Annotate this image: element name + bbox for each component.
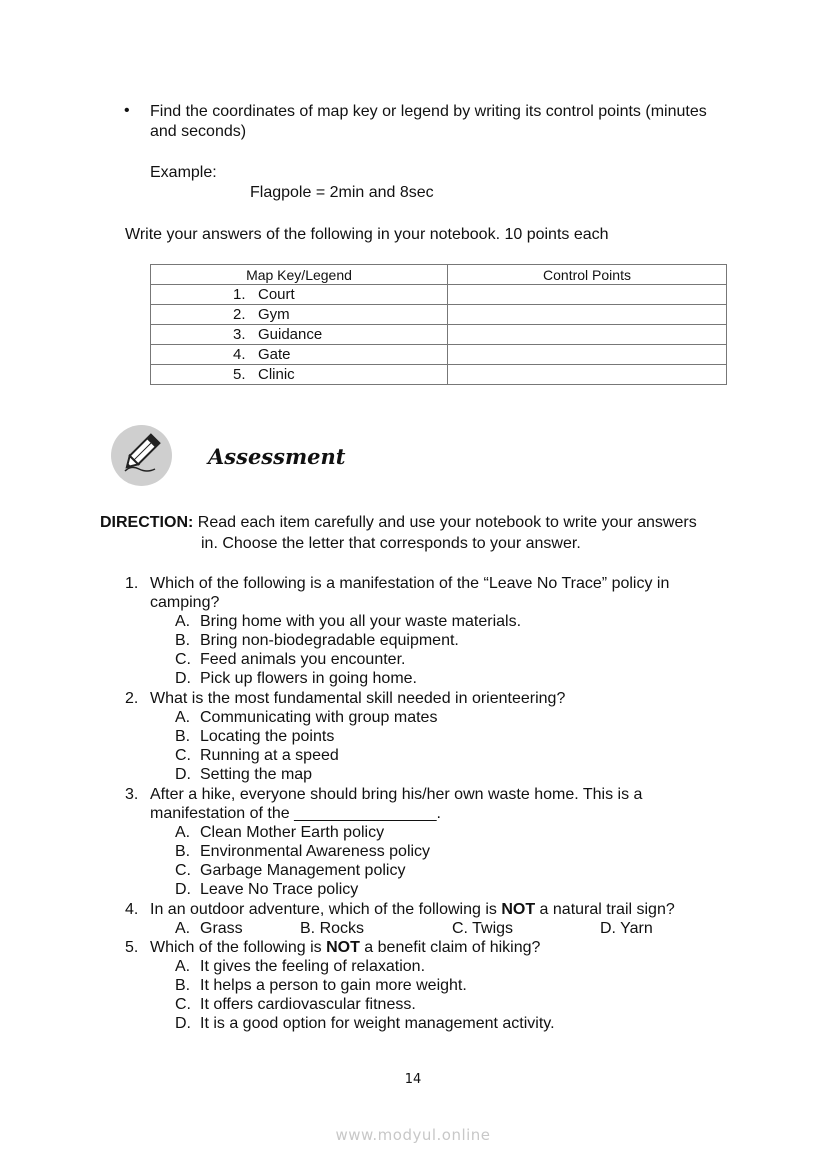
map-key-name: Gate (258, 346, 291, 363)
question-5: 5. Which of the following is NOT a benefit claim of hiking? (125, 939, 541, 956)
header-map-key: Map Key/Legend (151, 265, 448, 285)
question-text: Which of the following is a manifestation of the “Leave No Trace” policy in (150, 575, 670, 592)
pencil-icon (111, 425, 172, 486)
option: A. Grass (175, 920, 243, 937)
question-number: 1. (125, 575, 139, 592)
option: B. Rocks (300, 920, 365, 937)
control-points-cell (448, 345, 727, 365)
row-number: 2. (233, 306, 246, 323)
option: C. Garbage Management policy (175, 862, 406, 879)
bullet-icon: • (124, 102, 130, 119)
row-number: 5. (233, 366, 246, 383)
map-key-name: Clinic (258, 366, 295, 383)
question-2 (125, 689, 565, 708)
question-3 (125, 785, 642, 804)
direction-line-2: in. Choose the letter that corresponds to your answer. (201, 535, 581, 552)
question-text: What is the most fundamental skill needed in orienteering? (150, 690, 566, 707)
map-key-name: Court (258, 286, 295, 303)
option: A. Clean Mother Earth policy (175, 824, 385, 841)
option: C. Twigs (452, 920, 514, 937)
option: C. Feed animals you encounter. (175, 651, 406, 668)
question-text-cont: manifestation of the ________________. (150, 805, 441, 822)
question-number: 2. (125, 690, 139, 707)
option: D. Leave No Trace policy (175, 881, 359, 898)
row-number: 3. (233, 326, 246, 343)
question-text: After a hike, everyone should bring his/her own waste home. This is a (150, 786, 643, 803)
direction-line (100, 513, 697, 532)
option: D. Pick up flowers in going home. (175, 670, 417, 687)
table-row (151, 365, 727, 385)
question-1 (125, 574, 669, 593)
option: C. It offers cardiovascular fitness. (175, 996, 416, 1013)
option: A. Communicating with group mates (175, 709, 438, 726)
option: C. Running at a speed (175, 747, 339, 764)
control-points-cell (448, 365, 727, 385)
table-header-row (151, 265, 727, 285)
question-4: 4. In an outdoor adventure, which of the following is NOT a natural trail sign? (125, 901, 675, 918)
header-control-points: Control Points (448, 265, 727, 285)
direction-label: DIRECTION: (100, 514, 194, 531)
question-number: 5. (125, 939, 139, 956)
table-row (151, 305, 727, 325)
direction-text: Read each item carefully and use your notebook to write your answers (197, 514, 697, 531)
control-points-cell (448, 285, 727, 305)
option: B. Environmental Awareness policy (175, 843, 431, 860)
row-number: 4. (233, 346, 246, 363)
option: D. It is a good option for weight management activity. (175, 1015, 555, 1032)
page-number: 14 (404, 1072, 422, 1087)
option: B. Bring non-biodegradable equipment. (175, 632, 459, 649)
assessment-title: Assessment (208, 444, 346, 469)
option: B. Locating the points (175, 728, 335, 745)
control-points-cell (448, 325, 727, 345)
table-row (151, 285, 727, 305)
instruction-line: and seconds) (150, 123, 247, 140)
control-points-cell (448, 305, 727, 325)
option: D. Setting the map (175, 766, 313, 783)
instruction-line: Find the coordinates of map key or legend by writing its control points (minutes (150, 103, 707, 120)
watermark: www.modyul.online (335, 1126, 491, 1144)
table-row (151, 325, 727, 345)
option: B. It helps a person to gain more weight. (175, 977, 467, 994)
table-row (151, 345, 727, 365)
option: D. Yarn (600, 920, 653, 937)
row-number: 1. (233, 286, 246, 303)
question-text-cont: camping? (150, 594, 220, 611)
option: A. Bring home with you all your waste materials. (175, 613, 522, 630)
option: A. It gives the feeling of relaxation. (175, 958, 426, 975)
map-key-name: Guidance (258, 326, 323, 343)
map-key-name: Gym (258, 306, 290, 323)
question-number: 3. (125, 786, 139, 803)
write-note: Write your answers of the following in your notebook. 10 points each (125, 226, 609, 243)
example-label: Example: (150, 164, 217, 181)
example-text: Flagpole = 2min and 8sec (250, 184, 434, 201)
question-number: 4. (125, 901, 139, 918)
map-key-table (150, 264, 727, 385)
